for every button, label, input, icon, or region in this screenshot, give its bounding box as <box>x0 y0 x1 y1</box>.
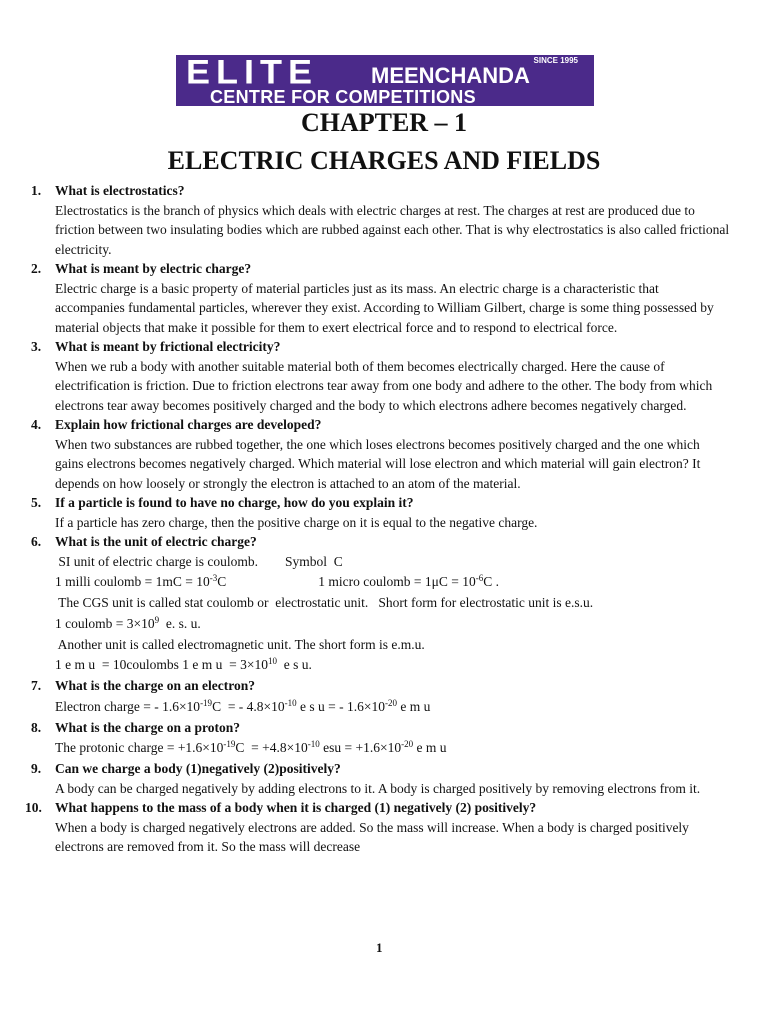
question-4 <box>31 415 731 435</box>
question-1 <box>31 181 731 201</box>
eq-part: e m u <box>397 698 431 714</box>
question-10 <box>25 798 731 818</box>
question-number: 6. <box>31 534 42 549</box>
logo-meenchanda-text: MEENCHANDA <box>371 63 530 88</box>
question-number: 3. <box>31 339 42 354</box>
eq-part: e s u = - 1.6×10 <box>296 698 386 714</box>
eq-part: C = +4.8×10 <box>235 740 308 755</box>
esu-unit: e. s. u. <box>159 615 201 631</box>
question-5 <box>31 493 731 513</box>
answer-3: When we rub a body with another suitable material both of them becomes electrically charged. Here the cause of electrification is friction. Due to friction electrons tear away from one body and adhere to the other. The body from which electrons tear away becomes positively charged and the body to which electrons adhere becomes negatively charged. <box>55 358 713 413</box>
eq-exponent: -20 <box>385 697 398 708</box>
logo-since-text: SINCE 1995 <box>533 56 578 65</box>
question-text: Can we charge a body (1)negatively (2)positively? <box>55 761 341 776</box>
answer-2: Electric charge is a basic property of material particles just as its mass. An electric charge is a characteristic that accompanies fundamental particles, wherever they exist. According to William Gilbert, charge is some thing possessed by material objects that make it possible for them to exert electrical force and to respond to electrical force. <box>55 280 714 335</box>
question-text: What is electrostatics? <box>55 183 185 198</box>
coulomb-text: 1 coulomb = 3×10 <box>55 615 155 631</box>
question-number: 5. <box>31 495 42 510</box>
milli-unit: C <box>217 574 227 589</box>
question-number: 2. <box>31 261 42 276</box>
question-7 <box>31 676 731 696</box>
answer-4: When two substances are rubbed together, the one which loses electrons becomes positively charged and the one which gains electrons becomes negatively charged. Which material will lose electron and which material will gain electron? It depends on how loosely or strongly the electron is attached to an atom of the material. <box>55 436 701 491</box>
question-text: What happens to the mass of a body when it is charged (1) negatively (2) positively? <box>55 800 537 815</box>
chapter-title: ELECTRIC CHARGES AND FIELDS <box>167 146 601 175</box>
eq-exponent: -19 <box>223 739 236 749</box>
question-number: 9. <box>31 761 42 776</box>
eq-part: The protonic charge = +1.6×10 <box>55 740 224 755</box>
milli-micro-line <box>31 571 731 593</box>
answer-5: If a particle has zero charge, then the positive charge on it is equal to the negative charge. <box>55 514 538 530</box>
emu-line: Another unit is called electromagnetic unit. The short form is e.m.u. <box>55 636 425 652</box>
milli-exponent: -3 <box>209 573 218 583</box>
question-text: What is meant by electric charge? <box>55 261 252 276</box>
emu-text: 1 e m u = 10coulombs 1 e m u = 3×10 <box>55 657 268 672</box>
question-9 <box>31 759 731 779</box>
electron-charge-line <box>31 696 731 718</box>
emu-esu-line <box>31 654 731 676</box>
eq-part: esu = +1.6×10 <box>319 740 402 755</box>
eq-part: C = - 4.8×10 <box>212 698 285 714</box>
question-text: What is the charge on an electron? <box>55 678 255 693</box>
micro-unit: C . <box>483 574 499 589</box>
eq-exponent: -10 <box>307 739 320 749</box>
question-8 <box>31 718 731 738</box>
milli-coulomb-text: 1 milli coulomb = 1mC = 10 <box>55 574 210 589</box>
coulomb-esu-line <box>31 613 731 635</box>
question-text: What is meant by frictional electricity? <box>55 339 281 354</box>
proton-charge-line <box>31 737 731 759</box>
eq-exponent: -19 <box>200 697 213 708</box>
page-number: 1 <box>376 940 383 955</box>
eq-part: e m u <box>413 740 447 755</box>
cgs-unit-line: The CGS unit is called stat coulomb or electrostatic unit. Short form for electrostatic unit is e.s.u. <box>55 595 594 610</box>
micro-exponent: -6 <box>475 573 484 583</box>
question-number: 1. <box>31 183 42 198</box>
question-3 <box>31 337 731 357</box>
eq-exponent: -20 <box>401 739 414 749</box>
question-number: 8. <box>31 719 42 735</box>
emu-exponent: 10 <box>267 656 277 666</box>
question-text: If a particle is found to have no charge, how do you explain it? <box>55 495 414 510</box>
chapter-heading: CHAPTER – 1 <box>300 108 468 137</box>
coulomb-exponent: 9 <box>154 614 160 625</box>
eq-part: Electron charge = - 1.6×10 <box>55 698 201 714</box>
elite-logo <box>176 52 594 107</box>
answer-9: A body can be charged negatively by adding electrons to it. A body is charged positively by removing electrons from it. <box>55 780 701 796</box>
eq-exponent: -10 <box>284 697 297 708</box>
question-number: 7. <box>31 678 42 693</box>
question-text: Explain how frictional charges are developed? <box>55 417 322 432</box>
question-number: 4. <box>31 417 42 432</box>
micro-coulomb-text: 1 micro coulomb = 1μC = 10 <box>318 574 476 589</box>
answer-10: When a body is charged negatively electrons are added. So the mass will increase. When a body is charged positively electrons are removed from it. So the mass will decrease <box>55 819 689 854</box>
question-text: What is the unit of electric charge? <box>55 534 257 549</box>
si-unit-line: SI unit of electric charge is coulomb. Symbol C <box>55 553 343 569</box>
question-text: What is the charge on a proton? <box>55 719 241 735</box>
logo-elite-text: ELITE <box>186 52 319 91</box>
answer-1: Electrostatics is the branch of physics which deals with electric charges at rest. The charges at rest are produced due to friction between two insulating bodies which are rubbed against each other. That is why electrostatics is also called frictional electricity. <box>55 202 730 257</box>
emu-unit: e s u. <box>276 657 312 672</box>
question-6 <box>31 532 731 552</box>
question-number: 10. <box>25 800 42 815</box>
question-2 <box>31 259 731 279</box>
logo-centre-text: CENTRE FOR COMPETITIONS <box>210 87 476 107</box>
document-body <box>25 181 731 857</box>
